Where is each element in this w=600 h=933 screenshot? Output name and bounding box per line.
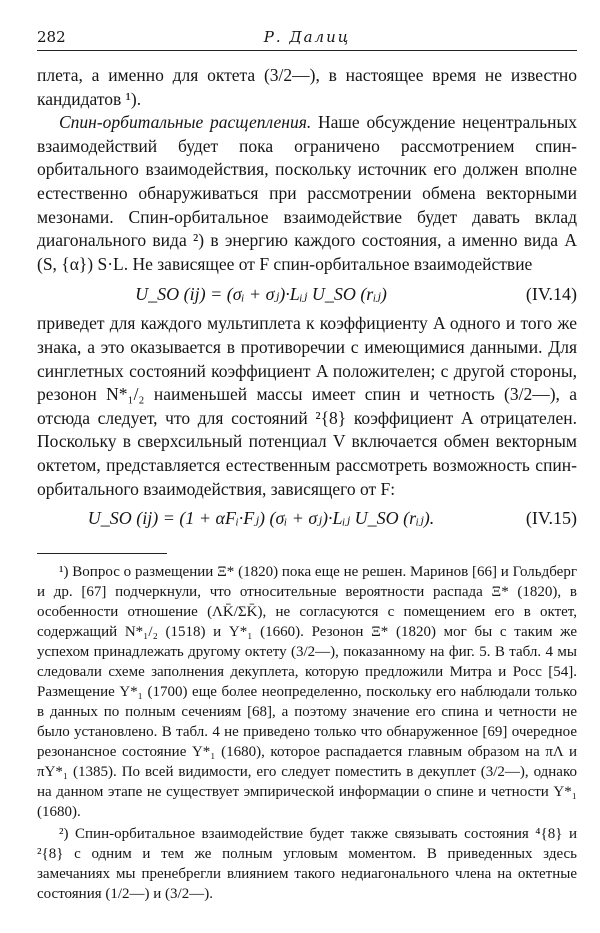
running-head: Р. Далиц [263, 28, 351, 46]
equation-formula: U_SO (ij) = (1 + αFᵢ·Fⱼ) (σᵢ + σⱼ)·Lᵢⱼ U_SO (rᵢⱼ). [87, 508, 435, 529]
equation-iv-14 [37, 276, 577, 312]
header-rule [37, 50, 577, 51]
page-number: 282 [37, 28, 66, 46]
footnote-rule [37, 553, 167, 554]
page-header [37, 22, 577, 50]
footnote-1: ¹) Вопрос о размещении Ξ* (1820) пока еще не решен. Маринов [66] и Гольдберг и др. [67] подчеркнули, что относительные вероятности распада Ξ* (1820), в особенности отношение (ΛK̄/ΣK̄), не согласуются с помещением его в октет, содержащий N*₁/₂ (1518) и Y*₁ (1660). Резонон Ξ* (1820) мог бы с таким же успехом принадлежать другому октету (3/2—), показанному на фиг. 5. В табл. 4 мы следовали схеме заполнения декуплета, которую предложили Митра и Росс [54]. Размещение Y*₁ (1700) еще более неопределенно, поскольку его наблюдали только в данных по полным сечениям [68], а поэтому значение его спина и четности не было установлено. В табл. 4 не приведено только что обнаруженное [69] очередное резонансное состояние Y*₁ (1680), которое распадается главным образом на πΛ и πY*₁ (1385). По всей видимости, его следует поместить в декуплет (3/2—), однако на данном этапе не существует эмпирической информации о спине и четности Y*₁ (1680). [37, 564, 577, 821]
paragraph-2 [37, 111, 577, 276]
equation-iv-15 [37, 501, 577, 537]
paragraph-2-text: Наше обсуждение нецентральных взаимодействий будет пока ограничено рассмотрением спин-орбитального взаимодействия, поскольку источник его должен вполне естественно обнаруживаться при рассмотрении обмена векторными мезонами. Спин-орбитальное взаимодействие будет давать вклад диагонального вида ²) в энергию каждого состояния, а именно вида A (S, {α}) S·L. Не зависящее от F спин-орбитальное взаимодействие [37, 112, 577, 274]
footnote-2: ²) Спин-орбитальное взаимодействие будет также связывать состояния ⁴{8} и ²{8} с одним и тем же полным угловым моментом. В приведенных здесь замечаниях мы пренебрегли влиянием такого недиагонального члена на октетные состояния (1/2—) и (3/2—). [37, 826, 577, 903]
equation-formula: U_SO (ij) = (σᵢ + σⱼ)·Lᵢⱼ U_SO (rᵢⱼ) [135, 283, 387, 304]
main-text [37, 64, 577, 537]
paragraph-1: плета, а именно для октета (3/2—), в настоящее время не известно кандидатов ¹). [37, 65, 577, 109]
equation-number: (IV.14) [525, 283, 577, 304]
footnotes [37, 562, 577, 904]
paragraph-3: приведет для каждого мультиплета к коэффициенту A одного и того же знака, а это оказывается в противоречии с имеющимися данными. Для синглетных состояний коэффициент A положителен; с другой стороны, резонон N*₁/₂ наименьшей массы имеет спин и четность (3/2—), а отсюда следует, что для состояний ²{8} коэффициент A отрицателен. Поскольку в сверхсильный потенциал V включается обмен векторным октетом, представляется естественным рассмотреть возможность спин-орбитального взаимодействия, зависящего от F: [37, 313, 577, 499]
section-run-in-title: Спин-орбитальные расщепления. [59, 112, 312, 133]
equation-number: (IV.15) [525, 508, 577, 529]
book-page [37, 22, 577, 906]
